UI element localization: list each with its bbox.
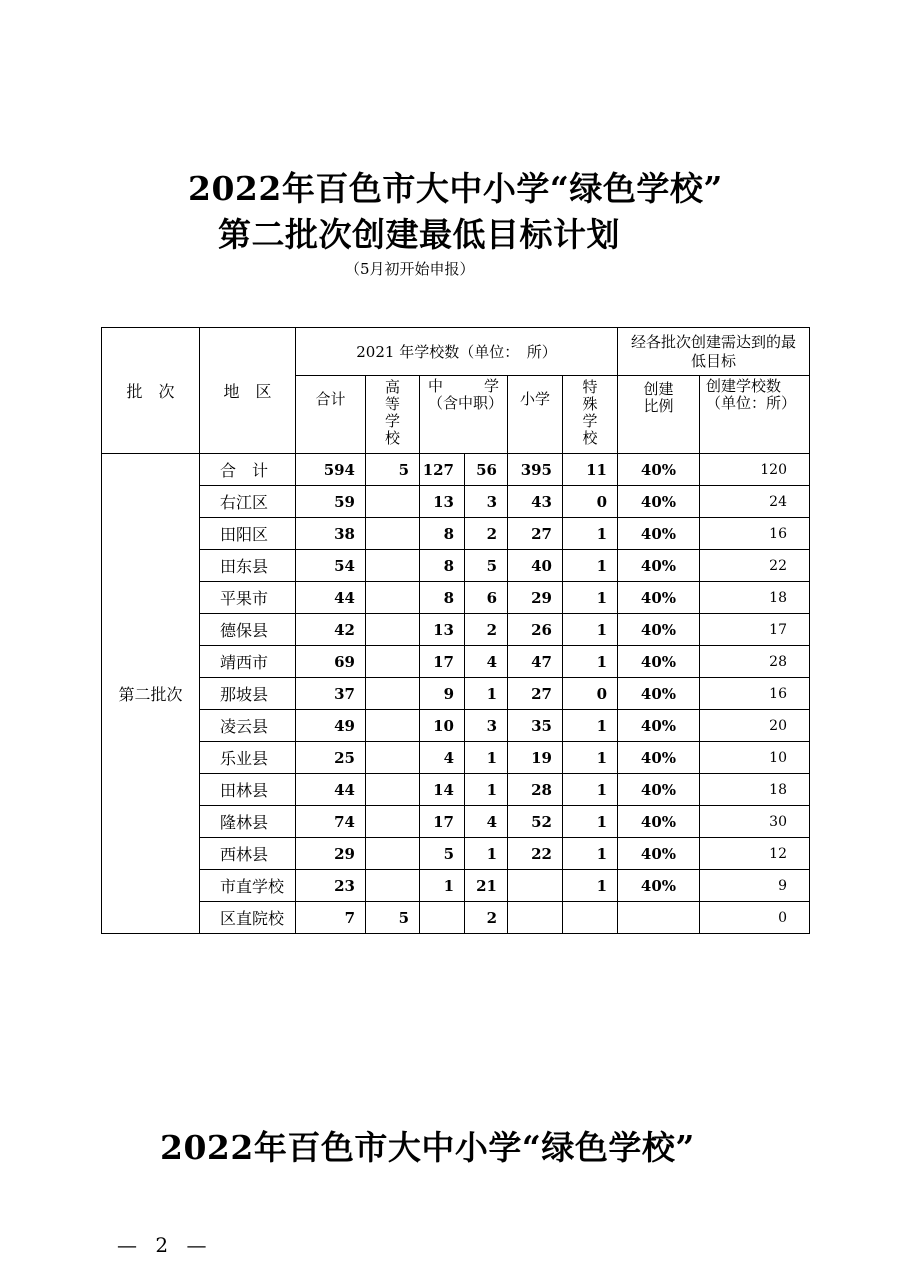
special-cell: 0 <box>563 678 618 710</box>
primary-cell: 35 <box>508 710 563 742</box>
higher-cell <box>366 710 420 742</box>
primary-cell: 40 <box>508 550 563 582</box>
special-cell: 1 <box>563 614 618 646</box>
target-cell: 30 <box>700 806 810 838</box>
special-cell: 1 <box>563 742 618 774</box>
total-cell: 25 <box>296 742 366 774</box>
higher-cell <box>366 870 420 902</box>
middle-cell: 9 <box>420 678 465 710</box>
ratio-cell <box>618 902 700 934</box>
higher-cell <box>366 678 420 710</box>
target-cell: 28 <box>700 646 810 678</box>
primary-cell: 22 <box>508 838 563 870</box>
total-cell: 29 <box>296 838 366 870</box>
header-region: 地 区 <box>200 328 296 454</box>
ratio-cell: 40% <box>618 646 700 678</box>
special-cell: 1 <box>563 646 618 678</box>
target-cell: 9 <box>700 870 810 902</box>
middle-cell: 4 <box>420 742 465 774</box>
target-cell: 24 <box>700 486 810 518</box>
region-cell: 田东县 <box>200 550 296 582</box>
table-row <box>102 614 810 646</box>
table-row <box>102 902 810 934</box>
target-cell: 22 <box>700 550 810 582</box>
special-cell: 1 <box>563 550 618 582</box>
document-title-line1: 2022年百色市大中小学“绿色学校” <box>188 169 723 208</box>
table-row <box>102 774 810 806</box>
total-cell: 37 <box>296 678 366 710</box>
table-row <box>102 806 810 838</box>
primary-cell: 28 <box>508 774 563 806</box>
middle-cell: 13 <box>420 614 465 646</box>
header-middle-school: 中 学（含中职） <box>420 376 508 454</box>
target-cell: 17 <box>700 614 810 646</box>
submission-note: （5月初开始申报） <box>345 260 475 278</box>
table-row <box>102 486 810 518</box>
target-cell: 18 <box>700 582 810 614</box>
vocational-cell: 1 <box>465 774 508 806</box>
higher-cell <box>366 582 420 614</box>
region-cell: 田林县 <box>200 774 296 806</box>
vocational-cell: 1 <box>465 838 508 870</box>
header-2021-school-count: 2021 年学校数（单位： 所） <box>296 328 618 376</box>
target-cell: 0 <box>700 902 810 934</box>
vocational-cell: 56 <box>465 454 508 486</box>
header-total: 合计 <box>296 376 366 454</box>
special-cell: 1 <box>563 774 618 806</box>
vocational-cell: 3 <box>465 486 508 518</box>
region-cell: 市直学校 <box>200 870 296 902</box>
table-row <box>102 582 810 614</box>
total-cell: 38 <box>296 518 366 550</box>
header-special-school: 特殊学校 <box>563 376 618 454</box>
vocational-cell: 2 <box>465 614 508 646</box>
special-cell: 1 <box>563 806 618 838</box>
higher-cell <box>366 550 420 582</box>
total-cell: 49 <box>296 710 366 742</box>
document-title-line2: 第二批次创建最低目标计划 <box>218 215 620 254</box>
total-cell: 69 <box>296 646 366 678</box>
target-cell: 12 <box>700 838 810 870</box>
region-cell: 平果市 <box>200 582 296 614</box>
ratio-cell: 40% <box>618 710 700 742</box>
higher-cell <box>366 518 420 550</box>
special-cell: 0 <box>563 486 618 518</box>
middle-cell: 8 <box>420 550 465 582</box>
target-plan-table <box>101 327 810 934</box>
primary-cell: 19 <box>508 742 563 774</box>
higher-cell <box>366 806 420 838</box>
total-cell: 23 <box>296 870 366 902</box>
ratio-cell: 40% <box>618 582 700 614</box>
primary-cell <box>508 902 563 934</box>
middle-cell: 17 <box>420 806 465 838</box>
table-row <box>102 646 810 678</box>
total-cell: 59 <box>296 486 366 518</box>
region-cell: 区直院校 <box>200 902 296 934</box>
ratio-cell: 40% <box>618 678 700 710</box>
table-row <box>102 838 810 870</box>
higher-cell <box>366 614 420 646</box>
table-row <box>102 870 810 902</box>
batch-cell: 第二批次 <box>102 454 200 934</box>
special-cell: 1 <box>563 518 618 550</box>
ratio-cell: 40% <box>618 774 700 806</box>
target-cell: 16 <box>700 518 810 550</box>
vocational-cell: 5 <box>465 550 508 582</box>
primary-cell: 47 <box>508 646 563 678</box>
region-cell: 隆林县 <box>200 806 296 838</box>
vocational-cell: 4 <box>465 646 508 678</box>
vocational-cell: 3 <box>465 710 508 742</box>
total-cell: 74 <box>296 806 366 838</box>
region-cell: 田阳区 <box>200 518 296 550</box>
table-row <box>102 550 810 582</box>
region-cell: 乐业县 <box>200 742 296 774</box>
vocational-cell: 1 <box>465 742 508 774</box>
higher-cell: 5 <box>366 454 420 486</box>
primary-cell: 43 <box>508 486 563 518</box>
ratio-cell: 40% <box>618 550 700 582</box>
higher-cell <box>366 838 420 870</box>
table-row <box>102 710 810 742</box>
middle-cell <box>420 902 465 934</box>
total-cell: 7 <box>296 902 366 934</box>
higher-cell <box>366 774 420 806</box>
middle-cell: 5 <box>420 838 465 870</box>
ratio-cell: 40% <box>618 614 700 646</box>
header-minimum-target: 经各批次创建需达到的最低目标 <box>618 328 810 376</box>
target-cell: 16 <box>700 678 810 710</box>
total-cell: 44 <box>296 582 366 614</box>
header-target-count: 创建学校数（单位：所） <box>700 376 810 454</box>
higher-cell: 5 <box>366 902 420 934</box>
primary-cell: 27 <box>508 518 563 550</box>
total-cell: 42 <box>296 614 366 646</box>
vocational-cell: 6 <box>465 582 508 614</box>
total-cell: 54 <box>296 550 366 582</box>
target-cell: 20 <box>700 710 810 742</box>
page-number: — 2 — <box>117 1233 213 1257</box>
ratio-cell: 40% <box>618 454 700 486</box>
ratio-cell: 40% <box>618 742 700 774</box>
primary-cell <box>508 870 563 902</box>
region-cell: 西林县 <box>200 838 296 870</box>
header-batch: 批 次 <box>102 328 200 454</box>
primary-cell: 29 <box>508 582 563 614</box>
vocational-cell: 2 <box>465 902 508 934</box>
vocational-cell: 21 <box>465 870 508 902</box>
target-cell: 120 <box>700 454 810 486</box>
middle-cell: 17 <box>420 646 465 678</box>
table-row <box>102 678 810 710</box>
special-cell <box>563 902 618 934</box>
region-cell: 凌云县 <box>200 710 296 742</box>
special-cell: 1 <box>563 582 618 614</box>
header-primary: 小学 <box>508 376 563 454</box>
table-row <box>102 454 810 486</box>
region-cell: 那坡县 <box>200 678 296 710</box>
region-cell: 德保县 <box>200 614 296 646</box>
primary-cell: 27 <box>508 678 563 710</box>
region-cell: 合 计 <box>200 454 296 486</box>
total-cell: 594 <box>296 454 366 486</box>
middle-cell: 1 <box>420 870 465 902</box>
ratio-cell: 40% <box>618 486 700 518</box>
higher-cell <box>366 646 420 678</box>
middle-cell: 8 <box>420 518 465 550</box>
primary-cell: 395 <box>508 454 563 486</box>
total-cell: 44 <box>296 774 366 806</box>
special-cell: 1 <box>563 838 618 870</box>
special-cell: 1 <box>563 710 618 742</box>
table-row <box>102 518 810 550</box>
vocational-cell: 1 <box>465 678 508 710</box>
higher-cell <box>366 742 420 774</box>
target-cell: 10 <box>700 742 810 774</box>
ratio-cell: 40% <box>618 518 700 550</box>
region-cell: 右江区 <box>200 486 296 518</box>
primary-cell: 26 <box>508 614 563 646</box>
ratio-cell: 40% <box>618 806 700 838</box>
middle-cell: 14 <box>420 774 465 806</box>
ratio-cell: 40% <box>618 870 700 902</box>
special-cell: 1 <box>563 870 618 902</box>
special-cell: 11 <box>563 454 618 486</box>
middle-cell: 127 <box>420 454 465 486</box>
header-ratio: 创建比例 <box>618 376 700 454</box>
middle-cell: 10 <box>420 710 465 742</box>
middle-cell: 13 <box>420 486 465 518</box>
middle-cell: 8 <box>420 582 465 614</box>
primary-cell: 52 <box>508 806 563 838</box>
table-row <box>102 742 810 774</box>
target-cell: 18 <box>700 774 810 806</box>
region-cell: 靖西市 <box>200 646 296 678</box>
next-document-title: 2022年百色市大中小学“绿色学校” <box>160 1128 695 1167</box>
ratio-cell: 40% <box>618 838 700 870</box>
vocational-cell: 2 <box>465 518 508 550</box>
higher-cell <box>366 486 420 518</box>
header-higher-education: 高等学校 <box>366 376 420 454</box>
vocational-cell: 4 <box>465 806 508 838</box>
